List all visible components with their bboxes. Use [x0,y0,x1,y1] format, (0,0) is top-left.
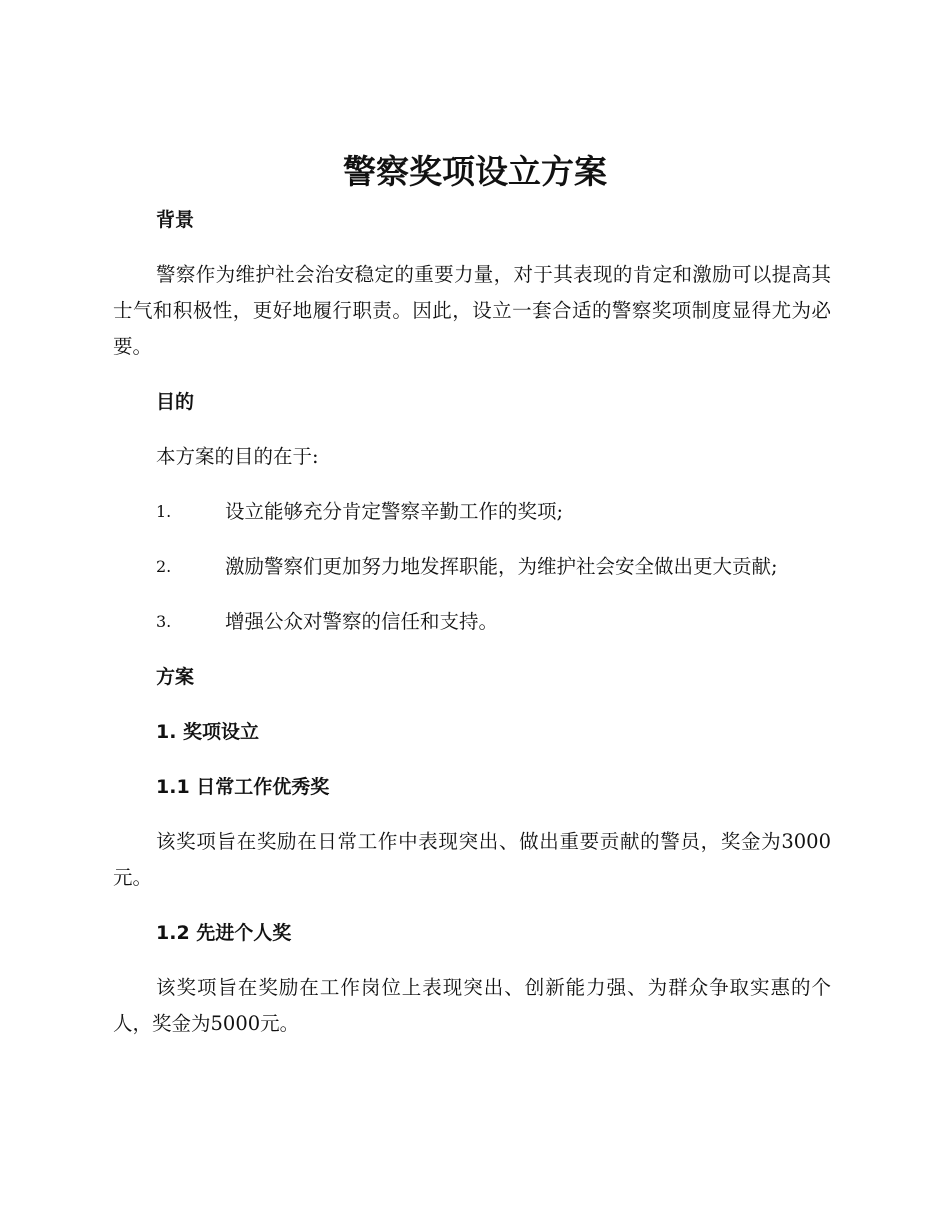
list-item-text: 增强公众对警察的信任和支持。 [225,610,499,633]
list-number: 3. [156,612,172,631]
award-paragraph-daily-excellence: 该奖项旨在奖励在日常工作中表现突出、做出重要贡献的警员，奖金为3000元。 [113,830,831,889]
document-body [113,202,831,1061]
award-paragraph-advanced-individual: 该奖项旨在奖励在工作岗位上表现突出、创新能力强、为群众争取实惠的个人，奖金为5000元。 [113,976,831,1035]
section-heading-purpose: 目的 [156,391,195,413]
award-heading-advanced-individual: 1.2 先进个人奖 [156,922,292,944]
background-paragraph: 警察作为维护社会治安稳定的重要力量，对于其表现的肯定和激励可以提高其士气和积极性，更好地履行职责。因此，设立一套合适的警察奖项制度显得尤为必要。 [113,263,831,358]
purpose-list-item-1 [113,494,831,530]
section-heading-plan: 方案 [156,666,195,688]
list-number: 2. [156,557,172,576]
list-number: 1. [156,502,172,521]
purpose-list-item-2 [113,549,831,585]
subsection-heading-awards: 1. 奖项设立 [156,721,260,743]
list-item-text: 设立能够充分肯定警察辛勤工作的奖项; [225,500,564,523]
section-heading-background: 背景 [156,209,195,231]
award-heading-daily-excellence: 1.1 日常工作优秀奖 [156,776,330,798]
document-title: 警察奖项设立方案 [343,152,607,191]
purpose-intro: 本方案的目的在于: [156,445,319,468]
list-item-text: 激励警察们更加努力地发挥职能，为维护社会安全做出更大贡献; [225,555,778,578]
purpose-list-item-3 [113,604,831,640]
